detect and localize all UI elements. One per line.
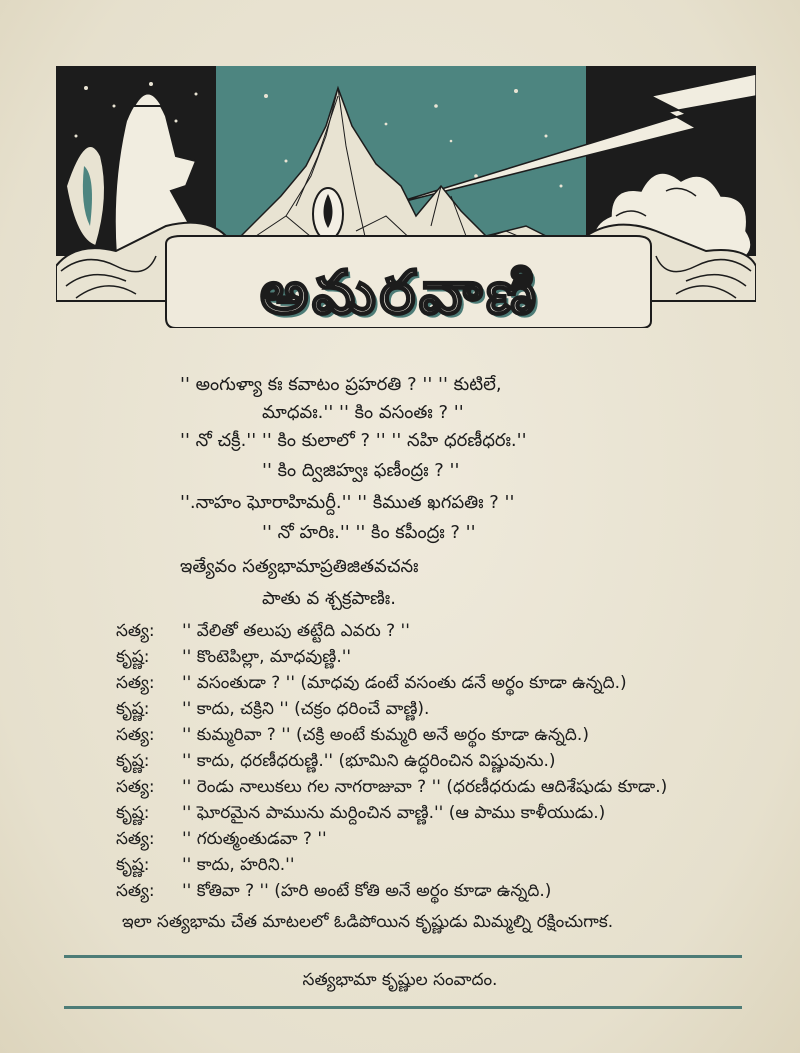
dialogue-row — [116, 621, 410, 647]
dialogue-row — [116, 881, 551, 907]
verse-line: పాతు వ శ్చక్రపాణిః. — [262, 588, 396, 609]
dialogue-text: '' ఘోరమైన పామును మర్దించిన వాణ్ణి.'' (ఆ పాము కాళీయుడు.) — [182, 803, 606, 823]
speaker-label: కృష్ణ: — [116, 699, 150, 719]
dialogue-row — [116, 647, 351, 673]
closing-line: ఇలా సత్యభామ చేత మాటలలో ఓడిపోయిన కృష్ణుడు మిమ్మల్ని రక్షించుగాక. — [122, 912, 614, 932]
dialogue-text: '' రెండు నాలుకలు గల నాగరాజువా ? '' (ధరణీధరుడు ఆదిశేషుడు కూడా.) — [182, 777, 668, 797]
speaker-label: సత్య: — [116, 621, 155, 641]
verse-line: '' కిం ద్విజిహ్వః ఫణీంద్రః ? '' — [262, 460, 460, 481]
speaker-label: సత్య: — [116, 829, 155, 849]
speaker-label: సత్య: — [116, 777, 155, 797]
banner-title: అమరవాణి — [260, 258, 540, 328]
dialogue-row — [116, 751, 556, 777]
dialogue-row — [116, 829, 327, 855]
dialogue-row — [116, 855, 295, 881]
verse-line: మాధవః.'' '' కిం వసంతః ? '' — [262, 402, 464, 423]
dialogue-row — [116, 803, 605, 829]
speaker-label: కృష్ణ: — [116, 855, 150, 875]
speaker-label: కృష్ణ: — [116, 751, 150, 771]
dialogue-text: '' కాదు, ధరణీధరుణ్ణి.'' (భూమిని ఉద్ధరించిన విష్ణువును.) — [182, 751, 556, 771]
dialogue-row — [116, 699, 429, 725]
dialogue-text: '' గరుత్మంతుడవా ? '' — [182, 829, 327, 849]
dialogue-row — [116, 725, 589, 751]
dialogue-text: '' వేలితో తలుపు తట్టేది ఎవరు ? '' — [182, 621, 410, 641]
speaker-label: సత్య: — [116, 881, 155, 901]
speaker-label: సత్య: — [116, 673, 155, 693]
speaker-label: కృష్ణ: — [116, 803, 150, 823]
divider-bottom — [64, 1006, 742, 1009]
divider-top — [64, 955, 742, 958]
dialogue-text: '' కొంటెపిల్లా, మాధవుణ్ణి.'' — [182, 647, 352, 667]
verse-line: '' నో చక్రీ.'' '' కిం కులాలో ? '' '' నహి ధరణీధరః.'' — [180, 430, 527, 451]
dialogue-text: '' కాదు, చక్రిని '' (చక్రం ధరించే వాణ్ణి). — [182, 699, 430, 719]
dialogue-text: '' వసంతుడా ? '' (మాధవు డంటే వసంతు డనే అర్థం కూడా ఉన్నది.) — [182, 673, 627, 693]
dialogue-text: '' కాదు, హరిని.'' — [182, 855, 295, 875]
speaker-label: కృష్ణ: — [116, 647, 150, 667]
verse-line: ''.నాహం ఘోరాహిమర్దీ.'' '' కిముత ఖగపతిః ? '' — [180, 492, 515, 513]
dialogue-row — [116, 673, 627, 699]
verse-line: '' అంగుళ్యా కః కవాటం ప్రహరతి ? '' '' కుటిలే, — [180, 374, 502, 395]
dialogue-text: '' కోతివా ? '' (హరి అంటే కోతి అనే అర్థం కూడా ఉన్నది.) — [182, 881, 552, 901]
verse-line: '' నో హరిః.'' '' కిం కపీంద్రః ? '' — [262, 522, 476, 543]
dialogue-text: '' కుమ్మరివా ? '' (చక్రి అంటే కుమ్మరి అనే అర్థం కూడా ఉన్నది.) — [182, 725, 589, 745]
dialogue-row — [116, 777, 667, 803]
footer-caption: సత్యభామా కృష్ణుల సంవాదం. — [302, 970, 498, 990]
verse-line: ఇత్యేవం సత్యభామాప్రతిజితవచనః — [180, 556, 419, 577]
speaker-label: సత్య: — [116, 725, 155, 745]
